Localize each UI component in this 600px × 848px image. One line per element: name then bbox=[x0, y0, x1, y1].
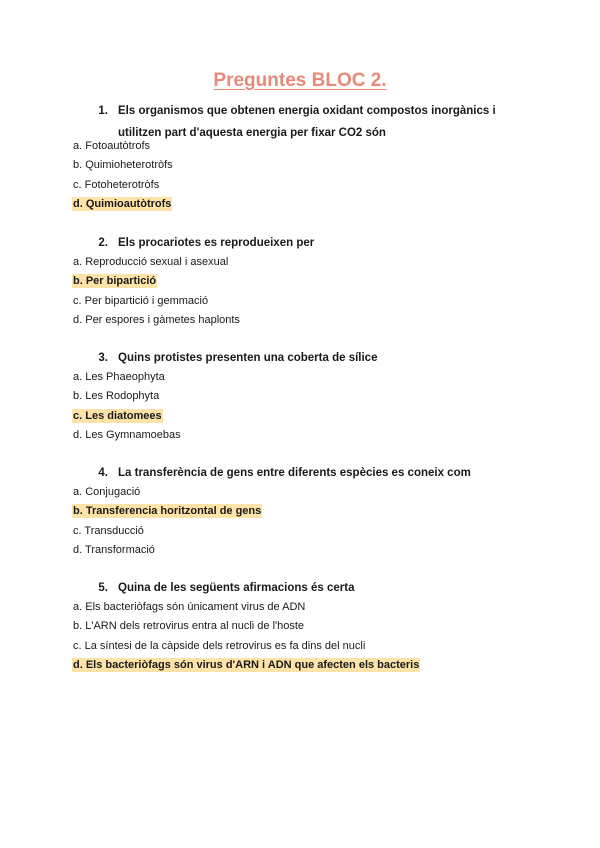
option-a: a. Els bacteriòfags són únicament virus de ADN bbox=[73, 601, 306, 613]
option-c: c. Per bipartició i gemmació bbox=[73, 294, 209, 307]
options-1 bbox=[72, 137, 542, 214]
question-number: 3. bbox=[98, 352, 108, 364]
option-d: d. Les Gymnamoebas bbox=[73, 428, 181, 441]
question-text: Els procariotes es reprodueixen per bbox=[118, 237, 315, 249]
options-2 bbox=[72, 253, 542, 330]
options-4 bbox=[72, 483, 542, 560]
option-b: b. L'ARN dels retrovirus entra al nucli de l'hoste bbox=[73, 620, 305, 633]
question-number: 2. bbox=[98, 237, 108, 249]
option-a: a. Conjugació bbox=[73, 486, 141, 498]
question-number: 1. bbox=[98, 105, 108, 117]
question-header bbox=[72, 347, 542, 369]
option-b-correct: b. Transferencia horitzontal de gens bbox=[73, 505, 262, 518]
question-header bbox=[72, 462, 542, 484]
question-header bbox=[72, 577, 542, 599]
question-text: Quins protistes presenten una coberta de sílice bbox=[118, 352, 378, 364]
question-text: Els organismos que obtenen energia oxidant compostos inorgànics i utilitzen part d'aquesta energia per fixar CO2 són bbox=[118, 105, 496, 139]
question-4 bbox=[72, 462, 542, 484]
option-c: c. Transducció bbox=[73, 524, 144, 537]
option-c: c. Fotoheterotròfs bbox=[73, 178, 160, 191]
option-c: c. La síntesi de la càpside dels retrovirus es fa dins del nucli bbox=[73, 639, 366, 652]
question-number: 4. bbox=[98, 467, 108, 479]
option-d: d. Per espores i gàmetes haplonts bbox=[73, 313, 240, 326]
option-b-correct: b. Per bipartició bbox=[73, 275, 157, 288]
option-c-correct: c. Les diatomees bbox=[73, 409, 162, 422]
question-2 bbox=[72, 232, 542, 254]
question-text: La transferència de gens entre diferents espècies es coneix com bbox=[118, 467, 471, 479]
question-number: 5. bbox=[98, 582, 108, 594]
option-d-correct: d. Els bacteriòfags són virus d'ARN i ADN que afecten els bacteris bbox=[73, 658, 420, 671]
options-3 bbox=[72, 368, 542, 445]
question-3 bbox=[72, 347, 542, 369]
question-5 bbox=[72, 577, 542, 599]
option-d: d. Transformació bbox=[73, 543, 155, 556]
question-text: Quina de les següents afirmacions és certa bbox=[118, 582, 355, 594]
option-a: a. Les Phaeophyta bbox=[73, 371, 165, 383]
question-header bbox=[72, 232, 542, 254]
option-b: b. Quimioheterotròfs bbox=[73, 159, 173, 172]
page-title: Preguntes BLOC 2. bbox=[213, 70, 387, 91]
option-b: b. Les Rodophyta bbox=[73, 390, 160, 403]
options-5 bbox=[72, 598, 542, 675]
option-a: a. Reproducció sexual i asexual bbox=[73, 256, 229, 268]
option-d-correct: d. Quimioautòtrofs bbox=[73, 197, 172, 210]
option-a: a. Fotoautòtrofs bbox=[73, 140, 151, 152]
